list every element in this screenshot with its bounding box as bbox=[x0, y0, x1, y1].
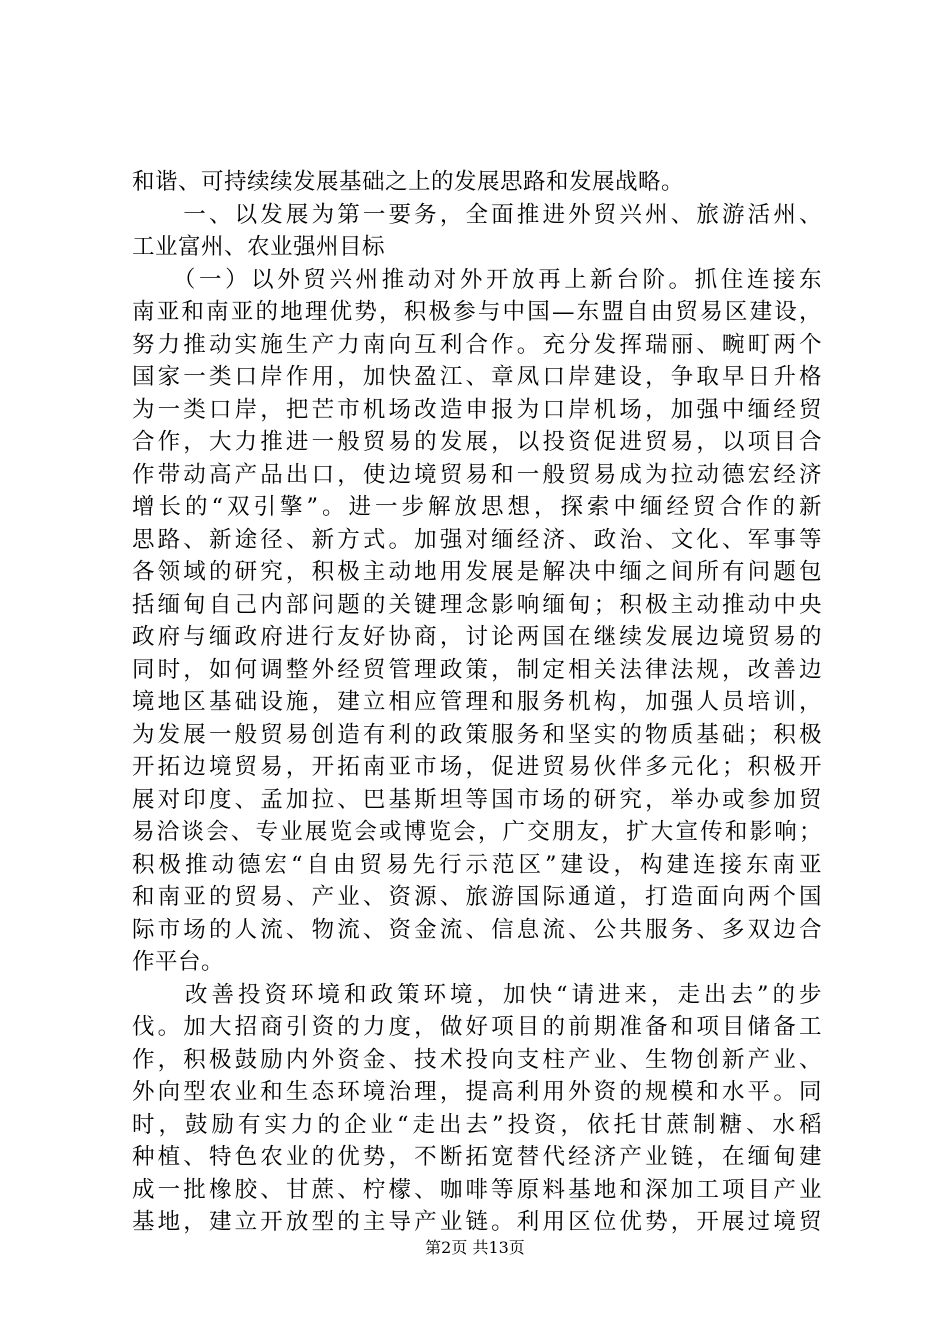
text-line: 国家一类口岸作用，加快盈江、章凤口岸建设，争取早日升格 bbox=[132, 364, 822, 390]
text-line: 伐。加大招商引资的力度，做好项目的前期准备和项目储备工 bbox=[132, 1014, 822, 1040]
text-line: 成一批橡胶、甘蔗、柠檬、咖啡等原料基地和深加工项目产业 bbox=[132, 1176, 822, 1203]
text-line: 积极推动德宏“自由贸易先行示范区”建设，构建连接东南亚 bbox=[132, 851, 822, 878]
text-line: 政府与缅政府进行友好协商，讨论两国在继续发展边境贸易的 bbox=[132, 624, 822, 650]
text-line: 易洽谈会、专业展览会或博览会，广交朋友，扩大宣传和影响； bbox=[132, 819, 822, 845]
body-text bbox=[132, 166, 822, 1239]
text-line: 思路、新途径、新方式。加强对缅经济、政治、文化、军事等 bbox=[132, 526, 822, 553]
text-line: 展对印度、孟加拉、巴基斯坦等国市场的研究，举办或参加贸 bbox=[132, 786, 822, 813]
text-line: 和谐、可持续续发展基础之上的发展思路和发展战略。 bbox=[132, 169, 685, 195]
text-line: 作带动高产品出口，使边境贸易和一般贸易成为拉动德宏经济 bbox=[132, 461, 822, 488]
text-line: 境地区基础设施，建立相应管理和服务机构，加强人员培训， bbox=[132, 689, 822, 715]
text-line: 作，积极鼓励内外资金、技术投向支柱产业、生物创新产业、 bbox=[132, 1046, 822, 1073]
text-line: 和南亚的贸易、产业、资源、旅游国际通道，打造面向两个国 bbox=[132, 884, 822, 910]
text-line: 努力推动实施生产力南向互利合作。充分发挥瑞丽、畹町两个 bbox=[132, 331, 822, 358]
text-line: 种植、特色农业的优势，不断拓宽替代经济产业链，在缅甸建 bbox=[132, 1144, 822, 1170]
text-line: 南亚和南亚的地理优势，积极参与中国—东盟自由贸易区建设， bbox=[132, 299, 822, 325]
text-line: 改善投资环境和政策环境，加快“请进来，走出去”的步 bbox=[132, 981, 822, 1008]
text-line: 开拓边境贸易，开拓南亚市场，促进贸易伙伴多元化；积极开 bbox=[132, 754, 822, 780]
text-line: 外向型农业和生态环境治理，提高利用外资的规模和水平。同 bbox=[132, 1079, 822, 1105]
text-line: 同时，如何调整外经贸管理政策，制定相关法律法规，改善边 bbox=[132, 656, 822, 683]
text-line: 合作，大力推进一般贸易的发展，以投资促进贸易，以项目合 bbox=[132, 429, 822, 455]
text-line: 基地，建立开放型的主导产业链。利用区位优势，开展过境贸 bbox=[132, 1209, 822, 1235]
text-line: 作平台。 bbox=[132, 949, 225, 975]
text-line: 为一类口岸，把芒市机场改造申报为口岸机场，加强中缅经贸 bbox=[132, 396, 822, 423]
text-line: 时，鼓励有实力的企业“走出去”投资，依托甘蔗制糖、水稻 bbox=[132, 1111, 822, 1138]
text-line: 际市场的人流、物流、资金流、信息流、公共服务、多双边合 bbox=[132, 916, 822, 943]
text-line: 括缅甸自己内部问题的关键理念影响缅甸；积极主动推动中央 bbox=[132, 591, 822, 618]
text-line: 为发展一般贸易创造有利的政策服务和坚实的物质基础；积极 bbox=[132, 721, 822, 748]
page-footer: 第2页 共13页 bbox=[425, 1238, 525, 1257]
text-line: 工业富州、农业强州目标 bbox=[132, 234, 386, 260]
text-line: （一）以外贸兴州推动对外开放再上新台阶。抓住连接东 bbox=[132, 266, 822, 293]
text-line: 各领域的研究，积极主动地用发展是解决中缅之间所有问题包 bbox=[132, 559, 822, 585]
text-line: 一、以发展为第一要务，全面推进外贸兴州、旅游活州、 bbox=[132, 201, 822, 228]
text-line: 增长的“双引擎”。进一步解放思想，探索中缅经贸合作的新 bbox=[132, 494, 822, 520]
